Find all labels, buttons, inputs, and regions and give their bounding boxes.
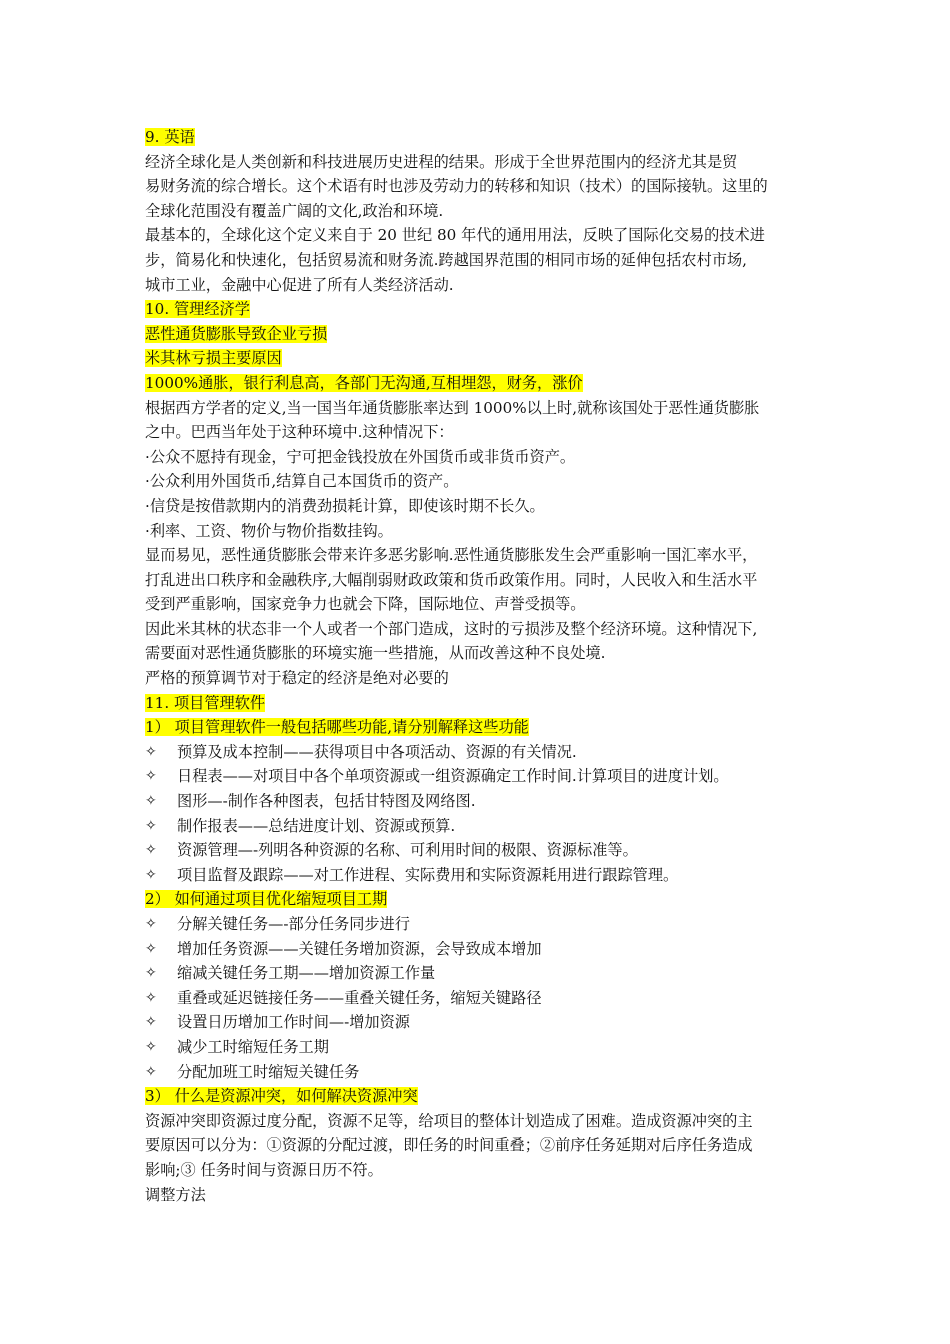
- subheading-text: 恶性通货膨胀导致企业亏损: [145, 324, 328, 343]
- paragraph-line: 城市工业，金融中心促进了所有人类经济活动.: [145, 275, 454, 294]
- paragraph-line: 最基本的，全球化这个定义来自于 20 世纪 80 年代的通用用法，反映了国际化交易的技术进: [145, 226, 765, 245]
- diamond-star-bullet-icon: ✧: [145, 1014, 157, 1031]
- list-item: [145, 986, 813, 1011]
- list-item: [145, 838, 813, 863]
- list-item-text: 设置日历增加工作时间—-增加资源: [177, 1013, 410, 1032]
- document-page: [145, 125, 813, 1207]
- section-9-heading: [145, 125, 813, 150]
- diamond-star-bullet-icon: ✧: [145, 989, 157, 1006]
- list-item-text: 分配加班工时缩短关键任务: [177, 1062, 360, 1081]
- section-10-heading: [145, 297, 813, 322]
- diamond-star-bullet-icon: ✧: [145, 842, 157, 859]
- list-item-text: 项目监督及跟踪——对工作进程、实际费用和实际资源耗用进行跟踪管理。: [177, 865, 679, 884]
- paragraph-line: 全球化范围没有覆盖广阔的文化,政治和环境.: [145, 201, 444, 220]
- section-9-heading-text: 9. 英语: [145, 128, 195, 146]
- list-item: [145, 1060, 813, 1085]
- paragraph-line: 经济全球化是人类创新和科技进展历史进程的结果。形成于全世界范围内的经济尤其是贸: [145, 152, 738, 171]
- dot-bullet-line: ·公众利用外国货币,结算自己本国货币的资产。: [145, 472, 459, 491]
- list-item-text: 资源管理—-列明各种资源的名称、可利用时间的极限、资源标准等。: [177, 841, 638, 860]
- list-item: [145, 789, 813, 814]
- list-item: [145, 937, 813, 962]
- paragraph-line: 步，简易化和快速化，包括贸易流和财务流.跨越国界范围的相同市场的延伸包括农村市场,: [145, 250, 747, 269]
- list-item: [145, 740, 813, 765]
- diamond-star-bullet-icon: ✧: [145, 793, 157, 810]
- list-item-text: 分解关键任务—-部分任务同步进行: [177, 915, 410, 933]
- highlighted-subheading: [145, 322, 813, 347]
- subheading-text: 1000%通胀，银行利息高，各部门无沟通,互相埋怨，财务，涨价: [145, 373, 583, 392]
- question-1-heading: [145, 715, 813, 740]
- diamond-star-bullet-icon: ✧: [145, 817, 157, 834]
- list-item-text: 减少工时缩短任务工期: [177, 1037, 329, 1056]
- paragraph-line: 打乱进出口秩序和金融秩序,大幅削弱财政政策和货币政策作用。同时，人民收入和生活水平: [145, 570, 758, 589]
- list-item-text: 缩减关键任务工期——增加资源工作量: [177, 964, 436, 983]
- diamond-star-bullet-icon: ✧: [145, 768, 157, 785]
- diamond-star-bullet-icon: ✧: [145, 743, 157, 760]
- paragraph-line: 调整方法: [145, 1185, 206, 1204]
- subheading-text: 米其林亏损主要原因: [145, 349, 282, 368]
- paragraph-line: 影响;③ 任务时间与资源日历不符。: [145, 1160, 383, 1179]
- list-item-text: 图形—-制作各种图表，包括甘特图及网络图.: [177, 792, 476, 811]
- diamond-star-bullet-icon: ✧: [145, 1063, 157, 1080]
- list-item-text: 日程表——对项目中各个单项资源或一组资源确定工作时间.计算项目的进度计划。: [177, 767, 729, 786]
- paragraph-line: 需要面对恶性通货膨胀的环境实施一些措施，从而改善这种不良处境.: [145, 644, 606, 663]
- diamond-star-bullet-icon: ✧: [145, 916, 157, 932]
- list-item: [145, 814, 813, 839]
- dot-bullet-line: ·公众不愿持有现金，宁可把金钱投放在外国货币或非货币资产。: [145, 447, 576, 466]
- paragraph-line: 严格的预算调节对于稳定的经济是绝对必要的: [145, 669, 449, 688]
- question-text: 1） 项目管理软件一般包括哪些功能,请分别解释这些功能: [145, 718, 529, 737]
- diamond-star-bullet-icon: ✧: [145, 1038, 157, 1055]
- dot-bullet-line: ·信贷是按借款期内的消费劲损耗计算，即使该时期不长久。: [145, 496, 545, 515]
- diamond-star-bullet-icon: ✧: [145, 940, 157, 957]
- list-item: [145, 863, 813, 888]
- section-11-heading: [145, 691, 813, 716]
- list-item: [145, 961, 813, 986]
- paragraph-line: 因此米其林的状态非一个人或者一个部门造成，这时的亏损涉及整个经济环境。这种情况下,: [145, 619, 758, 638]
- question-text: 2） 如何通过项目优化缩短项目工期: [145, 890, 388, 909]
- paragraph-line: 易财务流的综合增长。这个术语有时也涉及劳动力的转移和知识（技术）的国际接轨。这里的: [145, 177, 768, 196]
- list-item-text: 重叠或延迟链接任务——重叠关键任务，缩短关键路径: [177, 988, 542, 1007]
- dot-bullet-line: ·利率、工资、物价与物价指数挂钩。: [145, 521, 393, 540]
- diamond-star-bullet-icon: ✧: [145, 965, 157, 982]
- list-item-text: 增加任务资源——关键任务增加资源，会导致成本增加: [177, 939, 542, 958]
- list-item: [145, 1035, 813, 1060]
- section-11-heading-text: 11. 项目管理软件: [145, 693, 266, 712]
- paragraph-line: 之中。巴西当年处于这种环境中.这种情况下：: [145, 423, 454, 442]
- question-text: 3） 什么是资源冲突，如何解决资源冲突: [145, 1087, 418, 1106]
- list-item-text: 制作报表——总结进度计划、资源或预算.: [177, 816, 456, 835]
- paragraph-line: 要原因可以分为：①资源的分配过渡，即任务的时间重叠；②前序任务延期对后序任务造成: [145, 1136, 753, 1155]
- question-3-heading: [145, 1084, 813, 1109]
- highlighted-subheading: [145, 371, 813, 396]
- list-item: [145, 764, 813, 789]
- paragraph-line: 资源冲突即资源过度分配，资源不足等，给项目的整体计划造成了困难。造成资源冲突的主: [145, 1111, 753, 1130]
- paragraph-line: 显而易见，恶性通货膨胀会带来许多恶劣影响.恶性通货膨胀发生会严重影响一国汇率水平，: [145, 546, 758, 565]
- list-item: [145, 1010, 813, 1035]
- list-item-text: 预算及成本控制——获得项目中各项活动、资源的有关情况.: [177, 742, 577, 761]
- section-10-heading-text: 10. 管理经济学: [145, 300, 250, 319]
- paragraph-line: 受到严重影响，国家竞争力也就会下降，国际地位、声誉受损等。: [145, 595, 586, 614]
- question-2-heading: [145, 887, 813, 912]
- highlighted-subheading: [145, 346, 813, 371]
- list-item: [145, 912, 813, 937]
- diamond-star-bullet-icon: ✧: [145, 866, 157, 883]
- paragraph-line: 根据西方学者的定义,当一国当年通货膨胀率达到 1000%以上时,就称该国处于恶性通货膨胀: [145, 398, 760, 417]
